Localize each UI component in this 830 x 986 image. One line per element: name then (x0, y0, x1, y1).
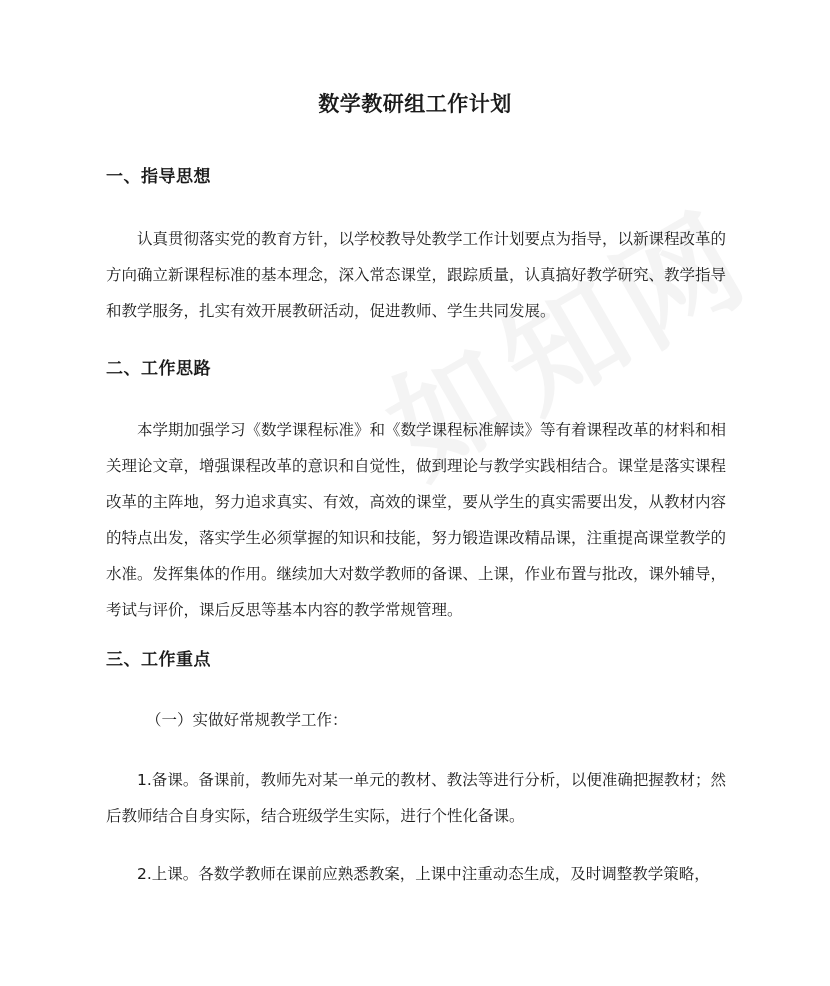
subheading-routine-teaching: （一）实做好常规教学工作： (146, 711, 348, 729)
document-title: 数学教研组工作计划 (318, 92, 512, 116)
paragraph-teaching-class: 2.上课。各数学教师在课前应熟悉教案，上课中注重动态生成，及时调整教学策略， (137, 865, 710, 883)
paragraph-work-approach: 本学期加强学习《数学课程标准》和《数学课程标准解读》等有着课程改革的材料和相关理论文章，增强课程改革的意识和自觉性，做到理论与教学实践相结合。课堂是落实课程改革的主阵地，努力追求真实、有效，高效的课堂，要从学生的真实需要出发，从教材内容的特点出发，落实学生必须掌握的知识和技能，努力锻造课改精品课，注重提高课堂教学的水准。发挥集体的作用。继续加大对数学教师的备课、上课，作业布置与批改，课外辅导，考试与评价，课后反思等基本内容的教学常规管理。 (106, 421, 727, 619)
paragraph-lesson-preparation: 1.备课。备课前，教师先对某一单元的教材、教法等进行分析，以便准确把握教材；然后教师结合自身实际，结合班级学生实际，进行个性化备课。 (106, 771, 726, 825)
section-heading-work-approach: 二、工作思路 (106, 359, 211, 379)
section-heading-guiding-ideology: 一、指导思想 (106, 167, 211, 187)
section-heading-work-focus: 三、工作重点 (106, 650, 211, 670)
paragraph-guiding-ideology: 认真贯彻落实党的教育方针，以学校教导处教学工作计划要点为指导，以新课程改革的方向确立新课程标准的基本理念，深入常态课堂，跟踪质量，认真搞好教学研究、教学指导和教学服务，扎实有效开展教研活动，促进教师、学生共同发展。 (106, 230, 727, 320)
